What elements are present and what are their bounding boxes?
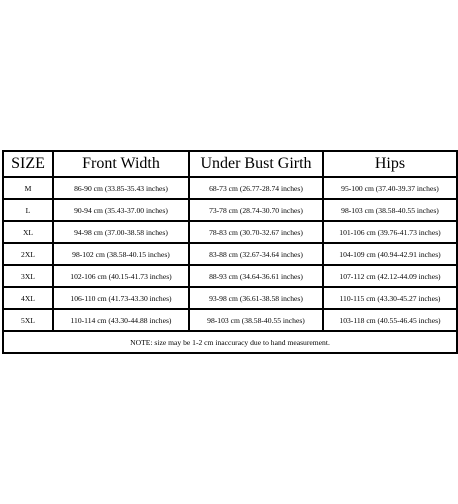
under-bust-value: 78-83 cm (30.70-32.67 inches) [189, 221, 323, 243]
header-under-bust-girth: Under Bust Girth [189, 151, 323, 177]
header-front-width: Front Width [53, 151, 189, 177]
front-width-value: 110-114 cm (43.30-44.88 inches) [53, 309, 189, 331]
front-width-value: 86-90 cm (33.85-35.43 inches) [53, 177, 189, 199]
header-row [3, 151, 457, 177]
under-bust-value: 93-98 cm (36.61-38.58 inches) [189, 287, 323, 309]
table-row [3, 243, 457, 265]
measurement-note: NOTE: size may be 1-2 cm inaccuracy due to hand measurement. [3, 331, 457, 353]
under-bust-value: 68-73 cm (26.77-28.74 inches) [189, 177, 323, 199]
front-width-value: 90-94 cm (35.43-37.00 inches) [53, 199, 189, 221]
size-table [2, 150, 458, 354]
header-hips: Hips [323, 151, 457, 177]
table-row [3, 199, 457, 221]
size-label: 5XL [3, 309, 53, 331]
header-size: SIZE [3, 151, 53, 177]
front-width-value: 98-102 cm (38.58-40.15 inches) [53, 243, 189, 265]
front-width-value: 106-110 cm (41.73-43.30 inches) [53, 287, 189, 309]
table-row [3, 309, 457, 331]
under-bust-value: 98-103 cm (38.58-40.55 inches) [189, 309, 323, 331]
size-label: XL [3, 221, 53, 243]
note-row [3, 331, 457, 353]
table-row [3, 287, 457, 309]
table-row [3, 221, 457, 243]
hips-value: 110-115 cm (43.30-45.27 inches) [323, 287, 457, 309]
hips-value: 98-103 cm (38.58-40.55 inches) [323, 199, 457, 221]
size-label: L [3, 199, 53, 221]
size-label: 4XL [3, 287, 53, 309]
hips-value: 104-109 cm (40.94-42.91 inches) [323, 243, 457, 265]
front-width-value: 102-106 cm (40.15-41.73 inches) [53, 265, 189, 287]
under-bust-value: 73-78 cm (28.74-30.70 inches) [189, 199, 323, 221]
table-row [3, 265, 457, 287]
size-label: 2XL [3, 243, 53, 265]
under-bust-value: 88-93 cm (34.64-36.61 inches) [189, 265, 323, 287]
hips-value: 107-112 cm (42.12-44.09 inches) [323, 265, 457, 287]
hips-value: 101-106 cm (39.76-41.73 inches) [323, 221, 457, 243]
hips-value: 103-118 cm (40.55-46.45 inches) [323, 309, 457, 331]
hips-value: 95-100 cm (37.40-39.37 inches) [323, 177, 457, 199]
size-chart [2, 150, 456, 354]
front-width-value: 94-98 cm (37.00-38.58 inches) [53, 221, 189, 243]
under-bust-value: 83-88 cm (32.67-34.64 inches) [189, 243, 323, 265]
size-label: 3XL [3, 265, 53, 287]
table-row [3, 177, 457, 199]
size-label: M [3, 177, 53, 199]
